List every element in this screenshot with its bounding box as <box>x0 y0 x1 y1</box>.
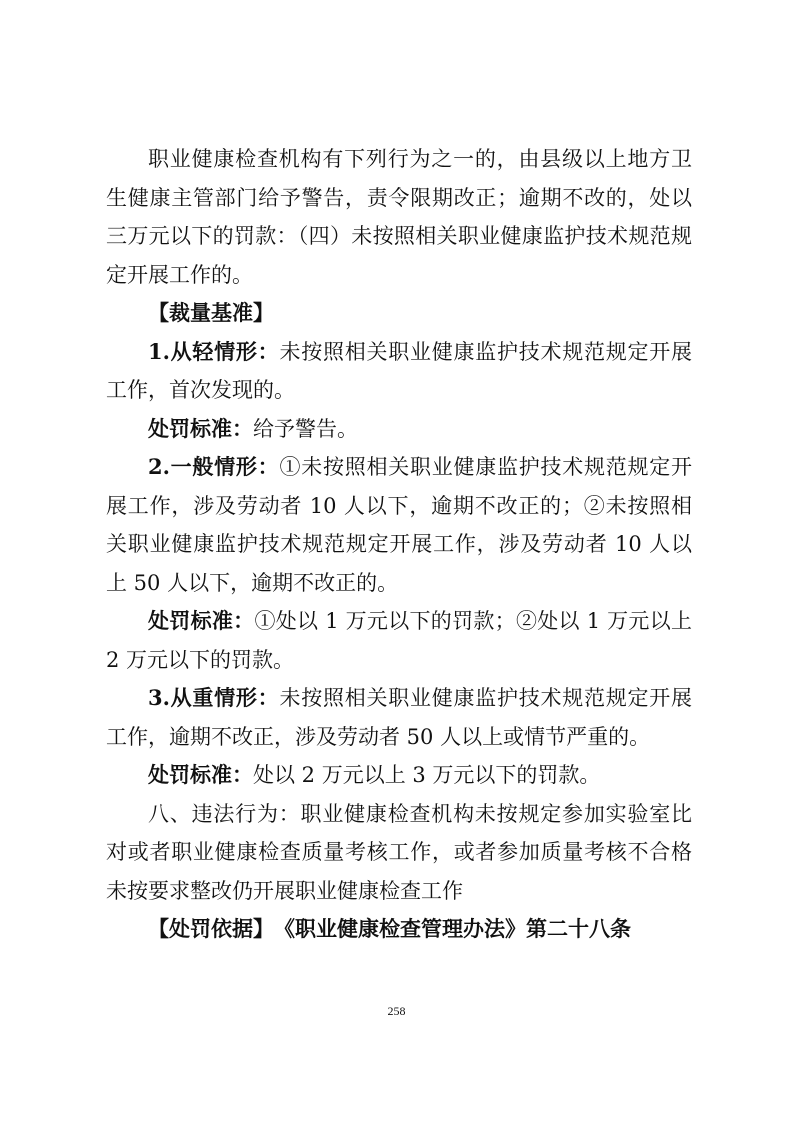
paragraph-3-text: 未按照相关职业健康监护技术规范规定开展工作，首次发现的。 <box>106 339 692 402</box>
paragraph-5-heading: 2.一般情形： <box>148 454 280 479</box>
paragraph-3 <box>106 333 692 410</box>
paragraph-4-text: 给予警告。 <box>253 416 358 441</box>
paragraph-5 <box>106 448 692 602</box>
paragraph-2 <box>106 294 692 333</box>
paragraph-1 <box>106 140 692 294</box>
section-heading-discretion-standard: 【裁量基准】 <box>148 300 274 325</box>
paragraph-6-heading: 处罚标准： <box>148 608 255 633</box>
paragraph-7-text: 未按照相关职业健康监护技术规范规定开展工作，逾期不改正，涉及劳动者 50 人以上或情节严重的。 <box>106 686 692 749</box>
paragraph-10-text: 《职业健康检查管理办法》第二十八条 <box>263 916 631 941</box>
paragraph-4-heading: 处罚标准： <box>148 415 253 441</box>
paragraph-8-heading: 处罚标准： <box>148 762 253 787</box>
paragraph-4 <box>106 410 692 449</box>
section-heading-penalty-basis: 【处罚依据】 <box>148 916 264 941</box>
page-number: 258 <box>387 1004 406 1018</box>
paragraph-6 <box>106 602 692 679</box>
paragraph-3-heading: 1.从轻情形： <box>148 338 280 364</box>
paragraph-9-text: 八、违法行为：职业健康检查机构未按规定参加实验室比对或者职业健康检查质量考核工作，或者参加质量考核不合格未按要求整改仍开展职业健康检查工作 <box>106 801 692 903</box>
paragraph-7-heading: 3.从重情形： <box>148 685 280 710</box>
paragraph-8 <box>106 756 692 795</box>
paragraph-8-text: 处以 2 万元以上 3 万元以下的罚款。 <box>253 763 601 787</box>
paragraph-9 <box>106 795 692 911</box>
paragraph-7 <box>106 679 692 756</box>
paragraph-1-text: 职业健康检查机构有下列行为之一的，由县级以上地方卫生健康主管部门给予警告，责令限期改正；逾期不改的，处以三万元以下的罚款：（四）未按照相关职业健康监护技术规范规定开展工作的。 <box>106 147 692 287</box>
paragraph-6-text: ①处以 1 万元以下的罚款；②处以 1 万元以上 2 万元以下的罚款。 <box>106 609 693 672</box>
document-body <box>106 140 692 949</box>
paragraph-10 <box>106 910 692 949</box>
paragraph-5-text: ①未按照相关职业健康监护技术规范规定开展工作，涉及劳动者 10 人以下，逾期不改正的；②未按照相关职业健康监护技术规范规定开展工作，涉及劳动者 10 人以上 50 人以下，逾期不改正的。 <box>106 455 692 595</box>
